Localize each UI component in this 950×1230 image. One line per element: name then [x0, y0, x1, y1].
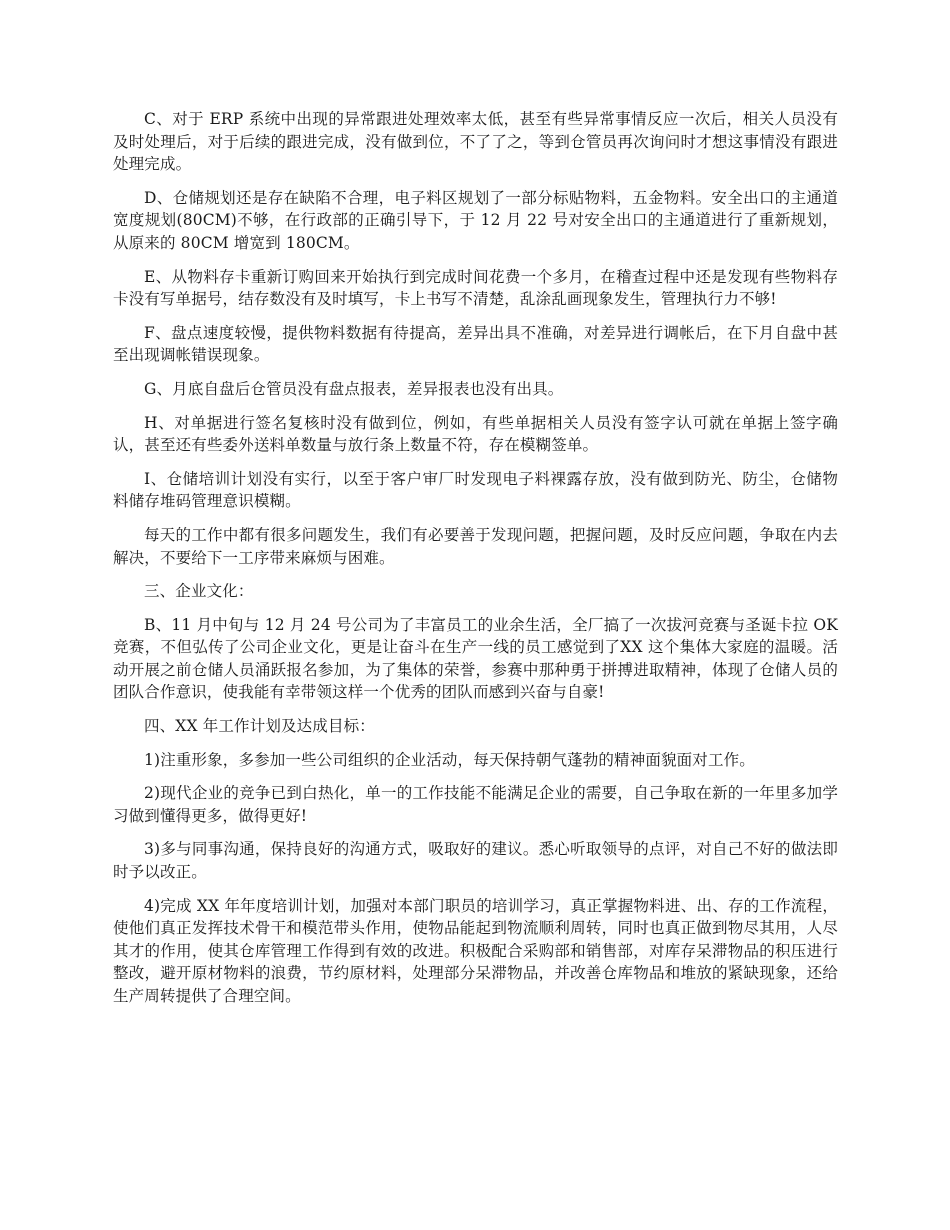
- plan-item-2: 2)现代企业的竞争已到白热化，单一的工作技能不能满足企业的需要，自己争取在新的一年里多加学习做到懂得更多，做得更好!: [113, 784, 838, 825]
- paragraph-b-activities: B、11 月中旬与 12 月 24 号公司为了丰富员工的业余生活，全厂搞了一次拔河竞赛与圣诞卡拉 OK 竞赛，不但弘传了公司企业文化，更是让奋斗在生产一线的员工感觉到了XX 这个集体大家庭的温暖。活动开展之前仓储人员涌跃报名参加，为了集体的荣誉，参赛中那种勇于拼搏进取精神，体现了仓储人员的团队合作意识，使我能有幸带领这样一个优秀的团队而感到兴奋与自豪!: [113, 615, 838, 702]
- section-heading-plan: 四、XX 年工作计划及达成目标：: [144, 717, 375, 736]
- paragraph-f-stocktaking: F、盘点速度较慢，提供物料数据有待提高，差异出具不准确，对差异进行调帐后，在下月自盘中甚至出现调帐错误现象。: [113, 323, 838, 365]
- paragraph-g-month-end: G、月底自盘后仓管员没有盘点报表，差异报表也没有出具。: [144, 379, 564, 398]
- document-page: [113, 108, 838, 1019]
- paragraph-daily-problems: 每天的工作中都有很多问题发生，我们有必要善于发现问题，把握问题，及时反应问题，争取在内去解决，不要给下一工序带来麻烦与困难。: [113, 525, 838, 567]
- section-heading-culture: 三、企业文化：: [144, 582, 254, 601]
- paragraph-h-document-review: H、对单据进行签名复核时没有做到位，例如，有些单据相关人员没有签字认可就在单据上签字确认，甚至还有些委外送料单数量与放行条上数量不符，存在模糊签单。: [113, 413, 838, 455]
- plan-item-3: 3)多与同事沟通，保持良好的沟通方式，吸取好的建议。悉心听取领导的点评，对自己不好的做法即时予以改正。: [113, 840, 838, 882]
- paragraph-c-erp-exceptions: C、对于 ERP 系统中出现的异常跟进处理效率太低，甚至有些异常事情反应一次后，相关人员没有及时处理后，对于后续的跟进完成，没有做到位，不了了之，等到仓管员再次询问时才想这事情没有跟进处理完成。: [113, 110, 838, 174]
- paragraph-i-training: I、仓储培训计划没有实行，以至于客户审厂时发现电子料裸露存放，没有做到防光、防尘，仓储物料储存堆码管理意识模糊。: [113, 469, 838, 511]
- plan-item-4: 4)完成 XX 年年度培训计划，加强对本部门职员的培训学习，真正掌握物料进、出、存的工作流程，使他们真正发挥技术骨干和模范带头作用，使物品能起到物流顺利周转，同时也真正做到物尽其用，人尽其才的作用，使其仓库管理工作得到有效的改进。积极配合采购部和销售部，对库存呆滞物品的积压进行整改，避开原材物料的浪费，节约原材料，处理部分呆滞物品，并改善仓库物品和堆放的紧缺现象，还给生产周转提供了合理空间。: [113, 896, 838, 1005]
- paragraph-d-storage-planning: D、仓储规划还是存在缺陷不合理，电子料区规划了一部分标贴物料，五金物料。安全出口的主通道宽度规划(80CM)不够，在行政部的正确引导下，于 12 月 22 号对安全出口的主通道进行了重新规划，从原来的 80CM 增宽到 180CM。: [113, 188, 838, 252]
- paragraph-e-material-cards: E、从物料存卡重新订购回来开始执行到完成时间花费一个多月，在稽查过程中还是发现有些物料存卡没有写单据号，结存数没有及时填写，卡上书写不清楚，乱涂乱画现象发生，管理执行力不够!: [113, 267, 838, 309]
- plan-item-1: 1)注重形象，多参加一些公司组织的企业活动，每天保持朝气蓬勃的精神面貌面对工作。: [144, 750, 755, 769]
